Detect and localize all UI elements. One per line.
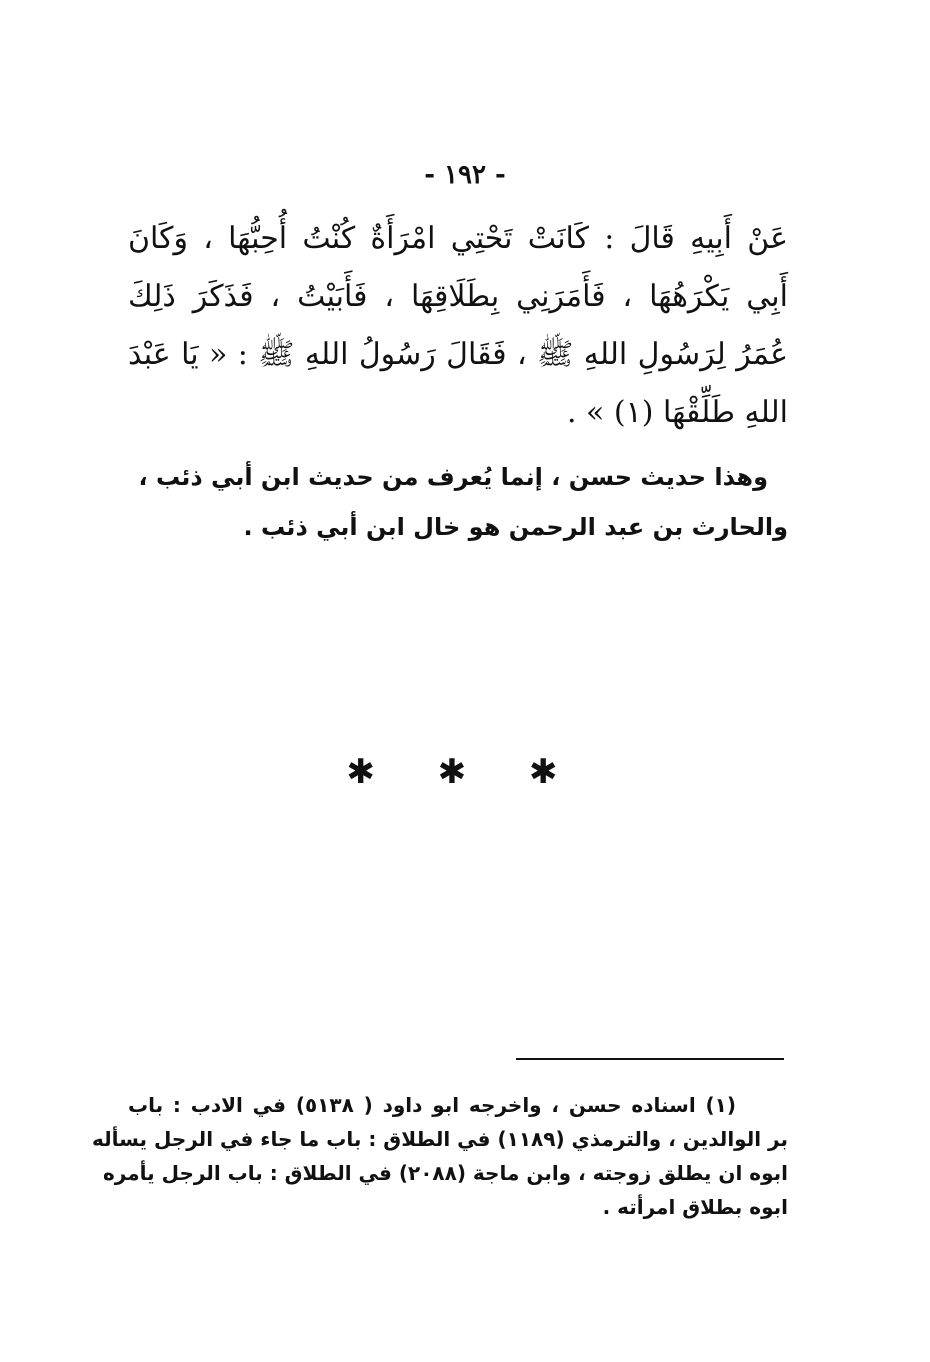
footnote-divider <box>516 1058 784 1060</box>
commentary-text <box>128 452 788 552</box>
section-separator: ✱ ✱ ✱ <box>346 752 584 792</box>
hadith-line: أَبِي يَكْرَهُهَا ، فَأَمَرَنِي بِطَلَاقِهَا ، فَأَبَيْتُ ، فَذَكَرَ ذَلِكَ <box>128 279 788 314</box>
commentary-line: والحارث بن عبد الرحمن هو خال ابن أبي ذئب . <box>243 513 788 541</box>
footnote-line: ابوه ان يطلق زوجته ، وابن ماجة (٢٠٨٨) في الطلاق : باب الرجل يأمره <box>102 1161 788 1185</box>
footnotes <box>92 1088 788 1224</box>
hadith-line: عُمَرُ لِرَسُولِ اللهِ ﷺ ، فَقَالَ رَسُولُ اللهِ ﷺ : « يَا عَبْدَ <box>128 337 788 372</box>
footnote-line: (١) اسناده حسن ، واخرجه ابو داود ( ٥١٣٨) في الادب : باب <box>128 1093 736 1117</box>
commentary-line: وهذا حديث حسن ، إنما يُعرف من حديث ابن أبي ذئب ، <box>138 463 768 491</box>
page-number: - ١٩٢ - <box>424 160 506 190</box>
hadith-line: عَنْ أَبِيهِ قَالَ : كَانَتْ تَحْتِي امْرَأَةٌ كُنْتُ أُحِبُّهَا ، وَكَانَ <box>128 221 788 256</box>
footnote-line: ابوه بطلاق امرأته . <box>602 1195 788 1219</box>
footnote-line: بر الوالدين ، والترمذي (١١٨٩) في الطلاق : باب ما جاء في الرجل يسأله <box>92 1127 788 1151</box>
hadith-text <box>128 210 788 442</box>
hadith-line: اللهِ طَلِّقْهَا (١) » . <box>566 395 788 430</box>
